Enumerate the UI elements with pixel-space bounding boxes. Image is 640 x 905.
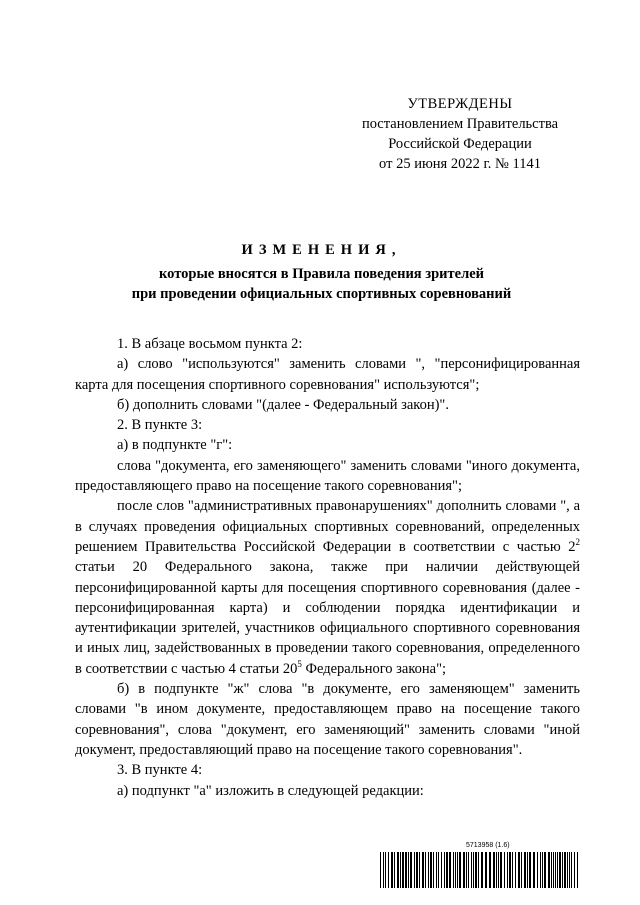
approval-block	[340, 94, 580, 174]
paragraph: а) подпункт "а" изложить в следующей редакции:	[117, 782, 424, 799]
approval-heading: УТВЕРЖДЕНЫ	[407, 96, 513, 112]
paragraph: а) слово "используются" заменить словами ", "персонифицированная карта для посещения спортивного соревнования" используются";	[75, 356, 580, 393]
paragraph-text: статьи 20 Федерального закона, также при наличии действующей персонифицированной карты для посещения спортивного соревнования (далее - персонифицированная карта) и соблюдении порядка идентификации и аутентификации зрителей, участников официального спортивного соревнования и иных лиц, задействованных в проведении такого соревнования, определенного в соответствии с частью 4 статьи 20	[75, 559, 580, 677]
superscript: 2	[575, 536, 580, 547]
barcode	[380, 842, 580, 890]
paragraph: 2. В пункте 3:	[117, 417, 203, 434]
approval-date: от 25 июня 2022 г. № 1141	[379, 156, 541, 172]
approval-line: Российской Федерации	[388, 136, 532, 152]
paragraph: б) в подпункте "ж" слова "в документе, его заменяющем" заменить словами "в ином документе, предоставляющем право на посещение такого соревнования", слова "документ, его заменяющий" заменить словами "иной документ, предоставляющий право на посещение такого соревнования".	[75, 681, 580, 758]
superscript: 5	[297, 658, 302, 669]
document-body	[75, 334, 580, 801]
barcode-icon	[380, 852, 580, 888]
paragraph-text: Федерального закона";	[301, 660, 447, 677]
document-subtitle	[60, 264, 583, 304]
paragraph: б) дополнить словами "(далее - Федеральный закон)".	[117, 396, 449, 413]
paragraph: а) в подпункте "г":	[117, 437, 233, 454]
paragraph: 3. В пункте 4:	[117, 762, 203, 779]
subtitle-line: при проведении официальных спортивных соревнований	[131, 286, 512, 302]
barcode-code: 5713958 (1.6)	[466, 842, 510, 849]
paragraph: 1. В абзаце восьмом пункта 2:	[117, 336, 303, 352]
paragraph: слова "документа, его заменяющего" заменить словами "иного документа, предоставляющего право на посещение такого соревнования";	[75, 457, 580, 495]
approval-line: постановлением Правительства	[361, 116, 559, 132]
paragraph	[75, 496, 580, 679]
subtitle-line: которые вносятся в Правила поведения зрителей	[158, 266, 484, 282]
paragraph-text: после слов "административных правонарушениях" дополнить словами ", а в случаях проведения официальных спортивных соревнований, определенных решением Правительства Российской Федерации в соответствии с частью 2	[75, 498, 580, 555]
document-title: ИЗМЕНЕНИЯ,	[241, 242, 402, 258]
